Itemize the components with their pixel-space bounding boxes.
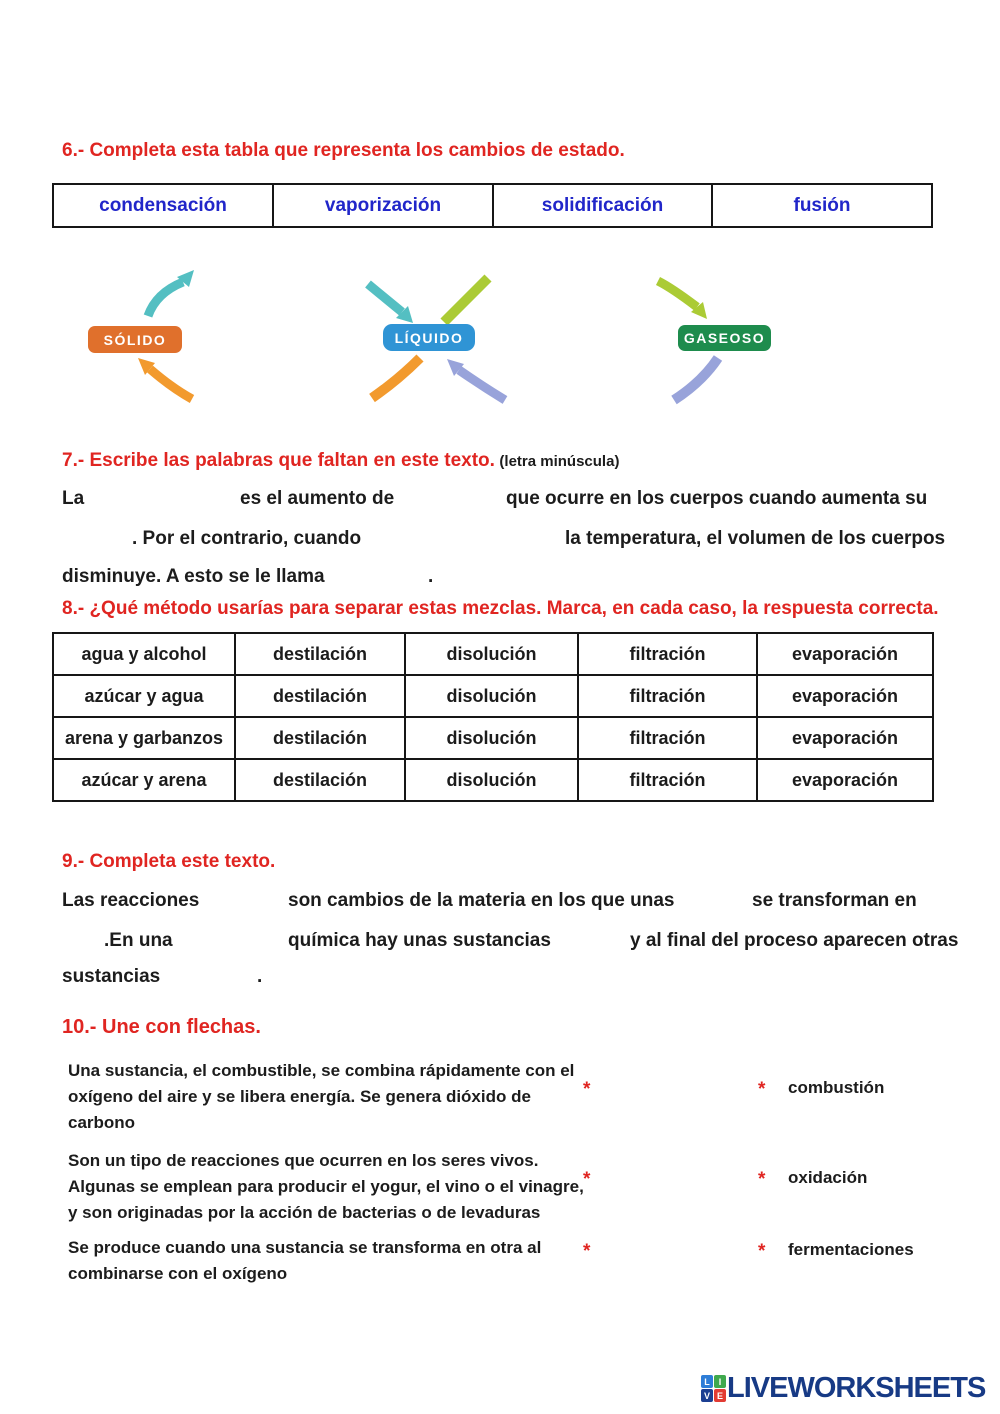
q8-option[interactable]: filtración bbox=[578, 675, 757, 717]
q8-option[interactable]: destilación bbox=[235, 633, 405, 675]
q7-heading: 7.- Escribe las palabras que faltan en este texto. bbox=[62, 450, 495, 471]
q8-option[interactable]: destilación bbox=[235, 675, 405, 717]
q10-item3-right-connector[interactable]: * bbox=[758, 1241, 766, 1262]
q9-line1-frag-b: son cambios de la materia en los que unas bbox=[288, 890, 675, 911]
table-row bbox=[53, 633, 933, 675]
q10-item2-line1: Son un tipo de reacciones que ocurren en los seres vivos. bbox=[68, 1151, 539, 1170]
q8-option[interactable]: disolución bbox=[405, 717, 578, 759]
q9-line1-frag-a: Las reacciones bbox=[62, 890, 200, 911]
state-box-gaseoso: GASEOSO bbox=[678, 325, 771, 351]
q10-item2-line3: y son originadas por la acción de bacterias o de levaduras bbox=[68, 1203, 541, 1222]
q9-heading: 9.- Completa este texto. bbox=[62, 851, 276, 872]
condensation-arrow-tail bbox=[674, 358, 718, 400]
q7-line3-frag-a: disminuye. A esto se le llama bbox=[62, 566, 325, 587]
logo-square-l: L bbox=[701, 1375, 713, 1388]
q10-heading: 10.- Une con flechas. bbox=[62, 1016, 261, 1038]
q8-methods-table bbox=[52, 632, 934, 802]
q10-item2-right-connector[interactable]: * bbox=[758, 1169, 766, 1190]
q7-heading-row bbox=[62, 450, 619, 472]
q7-line1-frag-b: es el aumento de bbox=[240, 488, 395, 509]
q10-item1-line1: Una sustancia, el combustible, se combina rápidamente con el bbox=[68, 1061, 575, 1080]
q6-answers-table bbox=[52, 183, 933, 228]
q10-item2-left-connector[interactable]: * bbox=[583, 1169, 591, 1190]
q10-item3-line2: combinarse con el oxígeno bbox=[68, 1264, 288, 1283]
fusion-arrow-tail bbox=[148, 282, 183, 316]
state-box-liquido: LÍQUIDO bbox=[383, 324, 475, 351]
liveworksheets-logo-text: LIVEWORKSHEETS bbox=[727, 1372, 986, 1404]
fusion-arrow-into-liquid bbox=[368, 284, 402, 312]
q8-heading: 8.- ¿Qué método usarías para separar estas mezclas. Marca, en cada caso, la respuesta correcta. bbox=[62, 598, 939, 619]
q6-cell-condensacion[interactable]: condensación bbox=[53, 184, 273, 227]
q8-option[interactable]: disolución bbox=[405, 675, 578, 717]
table-row bbox=[53, 717, 933, 759]
q8-mixture: arena y garbanzos bbox=[53, 717, 235, 759]
q10-item2-line2: Algunas se emplean para producir el yogur, el vino o el vinagre, bbox=[68, 1177, 584, 1196]
q8-mixture: azúcar y arena bbox=[53, 759, 235, 801]
q7-line1-frag-a: La bbox=[62, 488, 85, 509]
q10-item1-line3: carbono bbox=[68, 1113, 136, 1132]
q10-item-text bbox=[68, 1058, 574, 1136]
q8-option[interactable]: destilación bbox=[235, 717, 405, 759]
q8-mixture: agua y alcohol bbox=[53, 633, 235, 675]
q7-line3-frag-b: . bbox=[428, 566, 434, 587]
table-row bbox=[53, 759, 933, 801]
q9-line2-frag-b: química hay unas sustancias bbox=[288, 930, 551, 951]
q8-option[interactable]: evaporación bbox=[757, 633, 933, 675]
q10-item1-right-connector[interactable]: * bbox=[758, 1079, 766, 1100]
q7-line2-frag-b: la temperatura, el volumen de los cuerpos bbox=[565, 528, 946, 549]
q7-line2-frag-a: . Por el contrario, cuando bbox=[132, 528, 362, 549]
q8-mixture: azúcar y agua bbox=[53, 675, 235, 717]
q10-item1-left-connector[interactable]: * bbox=[583, 1079, 591, 1100]
q10-item1-line2: oxígeno del aire y se libera energía. Se genera dióxido de bbox=[68, 1087, 531, 1106]
solidification-arrow-tail bbox=[372, 358, 420, 398]
q8-option[interactable]: disolución bbox=[405, 633, 578, 675]
q8-option[interactable]: evaporación bbox=[757, 717, 933, 759]
state-box-solido: SÓLIDO bbox=[88, 326, 182, 353]
q10-label-combustion: combustión bbox=[788, 1078, 885, 1097]
liveworksheets-logo-icon bbox=[701, 1375, 726, 1402]
q10-item-text bbox=[68, 1235, 541, 1287]
logo-square-e: E bbox=[714, 1389, 726, 1402]
condensation-arrow-into-liquid bbox=[459, 370, 505, 400]
q10-label-oxidacion: oxidación bbox=[788, 1168, 868, 1187]
q8-option[interactable]: filtración bbox=[578, 717, 757, 759]
q10-item-text bbox=[68, 1148, 584, 1226]
q6-heading: 6.- Completa esta tabla que representa los cambios de estado. bbox=[62, 140, 625, 161]
q9-line2-frag-c: y al final del proceso aparecen otras bbox=[630, 930, 959, 951]
logo-square-i: I bbox=[714, 1375, 726, 1388]
q7-note: (letra minúscula) bbox=[499, 453, 620, 470]
table-row bbox=[53, 675, 933, 717]
q6-cell-fusion[interactable]: fusión bbox=[712, 184, 932, 227]
logo-square-v: V bbox=[701, 1389, 713, 1402]
q8-option[interactable]: destilación bbox=[235, 759, 405, 801]
q7-line1-frag-c: que ocurre en los cuerpos cuando aumenta su bbox=[506, 488, 928, 509]
q8-option[interactable]: filtración bbox=[578, 759, 757, 801]
q8-option[interactable]: filtración bbox=[578, 633, 757, 675]
q6-cell-solidificacion[interactable]: solidificación bbox=[493, 184, 712, 227]
vaporization-arrow-into-gas bbox=[658, 281, 697, 307]
q9-line3-frag-a: sustancias bbox=[62, 966, 161, 987]
q8-option[interactable]: disolución bbox=[405, 759, 578, 801]
vaporization-arrow-tail bbox=[444, 278, 488, 322]
q8-option[interactable]: evaporación bbox=[757, 675, 933, 717]
solidification-arrow-into-solid bbox=[150, 369, 192, 399]
q10-item3-left-connector[interactable]: * bbox=[583, 1241, 591, 1262]
q10-item3-line1: Se produce cuando una sustancia se transforma en otra al bbox=[68, 1238, 542, 1257]
q8-option[interactable]: evaporación bbox=[757, 759, 933, 801]
table-row bbox=[53, 184, 932, 227]
q9-line3-frag-b: . bbox=[257, 966, 263, 987]
q10-label-fermentaciones: fermentaciones bbox=[788, 1240, 914, 1259]
q9-line1-frag-c: se transforman en bbox=[752, 890, 917, 911]
q9-line2-frag-a: .En una bbox=[104, 930, 173, 951]
q6-cell-vaporizacion[interactable]: vaporización bbox=[273, 184, 493, 227]
